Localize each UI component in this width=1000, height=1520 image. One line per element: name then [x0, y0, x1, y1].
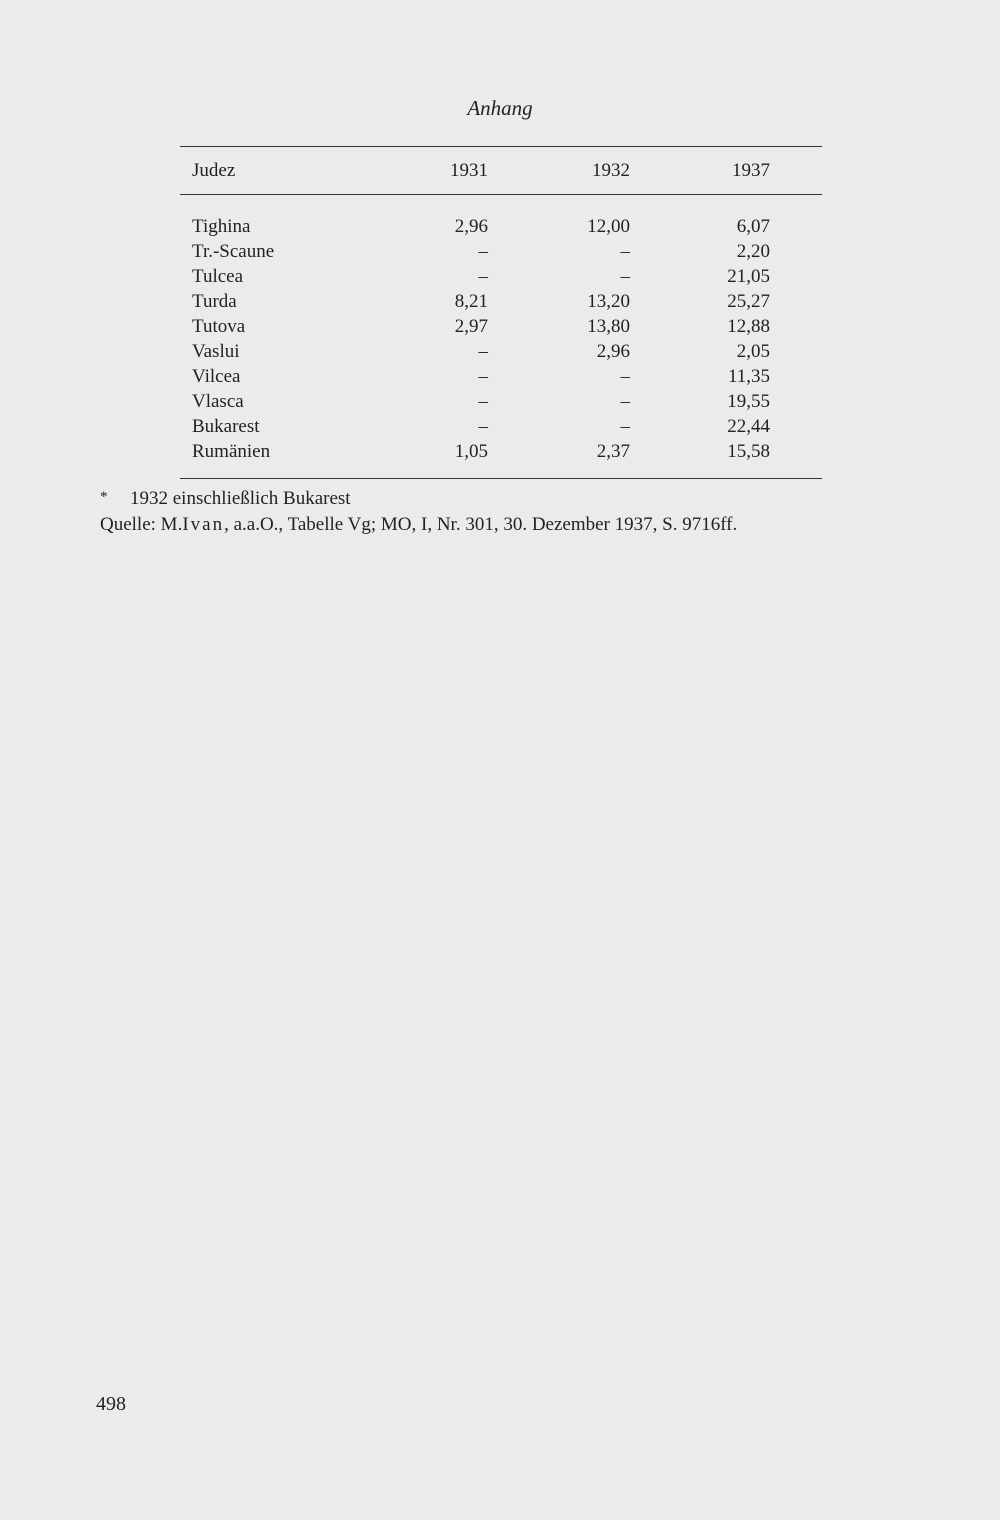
cell-1932: – [620, 366, 630, 387]
cell-1931: 8,21 [454, 291, 488, 312]
cell-judez: Vlasca [192, 391, 244, 412]
running-head: Anhang [467, 96, 533, 120]
footnote-text: 1932 einschließlich Bukarest [130, 488, 351, 509]
table-row [180, 314, 822, 339]
footnote-marker: * [100, 489, 108, 505]
source-rest: , a.a.O., Tabelle Vg; MO, I, Nr. 301, 30. Dezember 1937, S. 9716ff. [224, 514, 738, 535]
cell-1937: 19,55 [727, 391, 770, 412]
cell-judez: Vilcea [192, 366, 241, 387]
table-body [180, 214, 822, 464]
header-1931: 1931 [450, 160, 488, 181]
cell-1932: 2,37 [596, 441, 630, 462]
cell-1937: 25,27 [727, 291, 770, 312]
cell-1932: 13,20 [587, 291, 630, 312]
cell-judez: Turda [192, 291, 237, 312]
cell-1932: 2,96 [596, 341, 630, 362]
cell-1932: – [620, 416, 630, 437]
source-author: Ivan [182, 514, 225, 535]
header-judez: Judez [192, 160, 236, 181]
cell-1931: – [478, 391, 488, 412]
table-row [180, 264, 822, 289]
cell-1932: – [620, 266, 630, 287]
header-row [180, 158, 822, 183]
header-1937: 1937 [732, 160, 770, 181]
table-header-rule [180, 194, 822, 195]
table-row [180, 414, 822, 439]
cell-1937: 11,35 [727, 366, 770, 387]
cell-judez: Vaslui [192, 341, 240, 362]
source-line [100, 514, 737, 536]
cell-judez: Bukarest [192, 416, 260, 437]
table-row [180, 239, 822, 264]
table-header [180, 158, 822, 183]
table-row [180, 339, 822, 364]
cell-1932: – [620, 241, 630, 262]
cell-judez: Tr.-Scaune [192, 241, 275, 262]
table-bottom-rule [180, 478, 822, 479]
footnote [100, 488, 351, 510]
header-1932: 1932 [592, 160, 630, 181]
cell-1937: 22,44 [727, 416, 770, 437]
cell-1931: 2,97 [454, 316, 488, 337]
cell-judez: Tutova [192, 316, 246, 337]
cell-judez: Tulcea [192, 266, 244, 287]
table-row [180, 214, 822, 239]
cell-1931: 1,05 [454, 441, 488, 462]
cell-1931: – [478, 241, 488, 262]
cell-1937: 6,07 [736, 216, 770, 237]
cell-1937: 12,88 [727, 316, 770, 337]
cell-judez: Rumänien [192, 441, 271, 462]
cell-1937: 2,20 [736, 241, 770, 262]
page-number: 498 [96, 1393, 126, 1415]
cell-1931: – [478, 266, 488, 287]
table-row-total [180, 439, 822, 464]
cell-1932: – [620, 391, 630, 412]
table-top-rule [180, 146, 822, 147]
cell-1937: 2,05 [736, 341, 770, 362]
table-row [180, 364, 822, 389]
cell-1937: 15,58 [727, 441, 770, 462]
cell-1932: 12,00 [587, 216, 630, 237]
cell-1931: – [478, 366, 488, 387]
table-row [180, 289, 822, 314]
table-row [180, 389, 822, 414]
cell-1932: 13,80 [587, 316, 630, 337]
cell-1931: 2,96 [454, 216, 488, 237]
cell-1931: – [478, 341, 488, 362]
cell-1937: 21,05 [727, 266, 770, 287]
cell-judez: Tighina [192, 216, 251, 237]
source-prefix: Quelle: M. [100, 514, 183, 535]
cell-1931: – [478, 416, 488, 437]
